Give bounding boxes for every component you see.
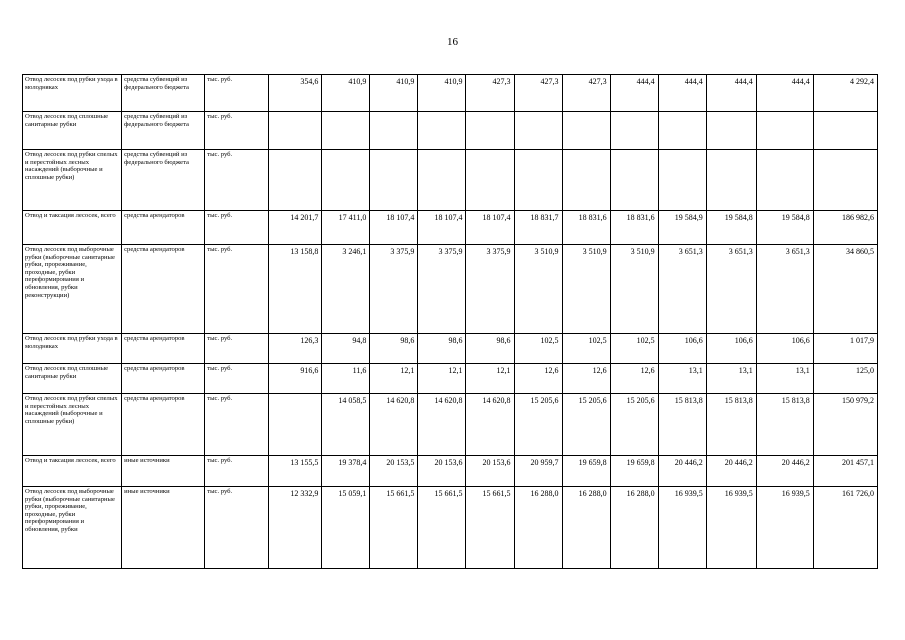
unit-cell: тыс. руб.: [205, 334, 269, 364]
value-cell: 20 446,2: [706, 456, 756, 487]
value-cell: 126,3: [269, 334, 322, 364]
value-cell: [514, 150, 562, 211]
value-cell: 444,4: [756, 75, 813, 112]
table-row: [23, 364, 878, 394]
table-row: [23, 75, 878, 112]
row-name-cell: Отвод лесосек под выборочные рубки (выборочные санитарные рубки, прореживание, проходные, рубки переформирования и обновления, рубки: [23, 487, 122, 569]
unit-cell: тыс. руб.: [205, 150, 269, 211]
value-cell: [322, 150, 370, 211]
row-name-cell: Отвод и таксация лесосек, всего: [23, 211, 122, 245]
value-cell: [813, 150, 877, 211]
value-cell: 19 584,9: [658, 211, 706, 245]
value-cell: 15 059,1: [322, 487, 370, 569]
value-cell: 18 107,4: [466, 211, 514, 245]
table-row: [23, 245, 878, 334]
value-cell: 3 375,9: [418, 245, 466, 334]
funding-source-cell: средства субвенций из федерального бюджета: [122, 150, 205, 211]
value-cell: 15 205,6: [610, 394, 658, 456]
value-cell: 98,6: [418, 334, 466, 364]
value-cell: 15 661,5: [370, 487, 418, 569]
value-cell: [706, 150, 756, 211]
value-cell: 1 017,9: [813, 334, 877, 364]
value-cell: [269, 150, 322, 211]
value-cell: 444,4: [658, 75, 706, 112]
value-cell: 20 153,6: [418, 456, 466, 487]
value-cell: 19 659,8: [562, 456, 610, 487]
value-cell: 410,9: [370, 75, 418, 112]
row-name-cell: Отвод лесосек под рубки ухода в молодняках: [23, 334, 122, 364]
value-cell: 94,8: [322, 334, 370, 364]
value-cell: 18 831,7: [514, 211, 562, 245]
value-cell: 16 939,5: [658, 487, 706, 569]
value-cell: [813, 112, 877, 150]
value-cell: 18 831,6: [610, 211, 658, 245]
value-cell: 16 288,0: [514, 487, 562, 569]
value-cell: 20 446,2: [756, 456, 813, 487]
value-cell: 16 939,5: [756, 487, 813, 569]
funding-source-cell: средства субвенций из федерального бюджета: [122, 112, 205, 150]
value-cell: 106,6: [756, 334, 813, 364]
budget-table: [22, 74, 878, 569]
value-cell: 427,3: [466, 75, 514, 112]
value-cell: 18 831,6: [562, 211, 610, 245]
unit-cell: тыс. руб.: [205, 245, 269, 334]
value-cell: 12,6: [610, 364, 658, 394]
value-cell: 20 446,2: [658, 456, 706, 487]
value-cell: [514, 112, 562, 150]
value-cell: 15 813,8: [706, 394, 756, 456]
value-cell: 13,1: [658, 364, 706, 394]
value-cell: 19 584,8: [706, 211, 756, 245]
value-cell: [418, 150, 466, 211]
unit-cell: тыс. руб.: [205, 456, 269, 487]
value-cell: 16 288,0: [562, 487, 610, 569]
value-cell: 3 375,9: [466, 245, 514, 334]
value-cell: 102,5: [610, 334, 658, 364]
value-cell: 14 201,7: [269, 211, 322, 245]
value-cell: 354,6: [269, 75, 322, 112]
value-cell: [370, 112, 418, 150]
table-row: [23, 456, 878, 487]
funding-source-cell: средства арендаторов: [122, 364, 205, 394]
funding-source-cell: иные источники: [122, 487, 205, 569]
value-cell: 20 153,6: [466, 456, 514, 487]
value-cell: 444,4: [610, 75, 658, 112]
value-cell: 12 332,9: [269, 487, 322, 569]
value-cell: 98,6: [370, 334, 418, 364]
value-cell: 16 288,0: [610, 487, 658, 569]
value-cell: 106,6: [706, 334, 756, 364]
value-cell: [269, 112, 322, 150]
value-cell: 3 651,3: [706, 245, 756, 334]
value-cell: 19 584,8: [756, 211, 813, 245]
value-cell: 13 155,5: [269, 456, 322, 487]
value-cell: 14 620,8: [418, 394, 466, 456]
value-cell: 410,9: [418, 75, 466, 112]
value-cell: 444,4: [706, 75, 756, 112]
value-cell: 15 813,8: [756, 394, 813, 456]
value-cell: 3 510,9: [514, 245, 562, 334]
value-cell: 427,3: [562, 75, 610, 112]
unit-cell: тыс. руб.: [205, 112, 269, 150]
value-cell: 12,1: [418, 364, 466, 394]
funding-source-cell: средства арендаторов: [122, 211, 205, 245]
value-cell: 13 158,8: [269, 245, 322, 334]
value-cell: [269, 394, 322, 456]
table-row: [23, 112, 878, 150]
value-cell: 34 860,5: [813, 245, 877, 334]
funding-source-cell: иные источники: [122, 456, 205, 487]
value-cell: 14 620,8: [466, 394, 514, 456]
value-cell: 18 107,4: [418, 211, 466, 245]
value-cell: 410,9: [322, 75, 370, 112]
value-cell: [418, 112, 466, 150]
funding-source-cell: средства субвенций из федерального бюджета: [122, 75, 205, 112]
value-cell: [756, 112, 813, 150]
row-name-cell: Отвод лесосек под рубки спелых и перестойных лесных насаждений (выборочные и сплошные рубки): [23, 150, 122, 211]
value-cell: 15 813,8: [658, 394, 706, 456]
unit-cell: тыс. руб.: [205, 75, 269, 112]
value-cell: 12,1: [370, 364, 418, 394]
value-cell: 17 411,0: [322, 211, 370, 245]
value-cell: [466, 112, 514, 150]
unit-cell: тыс. руб.: [205, 487, 269, 569]
value-cell: 11,6: [322, 364, 370, 394]
value-cell: 18 107,4: [370, 211, 418, 245]
row-name-cell: Отвод лесосек под выборочные рубки (выборочные санитарные рубки, прореживание, проходные, рубки переформирования и обновления, рубки реконструкции): [23, 245, 122, 334]
value-cell: 19 659,8: [610, 456, 658, 487]
value-cell: 16 939,5: [706, 487, 756, 569]
value-cell: 3 651,3: [658, 245, 706, 334]
value-cell: 12,6: [562, 364, 610, 394]
value-cell: 15 205,6: [562, 394, 610, 456]
unit-cell: тыс. руб.: [205, 394, 269, 456]
value-cell: 102,5: [562, 334, 610, 364]
table-row: [23, 150, 878, 211]
row-name-cell: Отвод и таксация лесосек, всего: [23, 456, 122, 487]
value-cell: 161 726,0: [813, 487, 877, 569]
row-name-cell: Отвод лесосек под сплошные санитарные рубки: [23, 364, 122, 394]
value-cell: [756, 150, 813, 211]
table-row: [23, 394, 878, 456]
value-cell: [658, 150, 706, 211]
table-row: [23, 334, 878, 364]
value-cell: 98,6: [466, 334, 514, 364]
funding-source-cell: средства арендаторов: [122, 245, 205, 334]
value-cell: 14 058,5: [322, 394, 370, 456]
value-cell: [610, 112, 658, 150]
value-cell: 12,6: [514, 364, 562, 394]
row-name-cell: Отвод лесосек под рубки ухода в молодняках: [23, 75, 122, 112]
value-cell: [322, 112, 370, 150]
value-cell: [610, 150, 658, 211]
value-cell: 427,3: [514, 75, 562, 112]
value-cell: 3 246,1: [322, 245, 370, 334]
value-cell: 20 153,5: [370, 456, 418, 487]
value-cell: 3 510,9: [610, 245, 658, 334]
row-name-cell: Отвод лесосек под сплошные санитарные рубки: [23, 112, 122, 150]
funding-source-cell: средства арендаторов: [122, 334, 205, 364]
value-cell: 3 510,9: [562, 245, 610, 334]
value-cell: 19 378,4: [322, 456, 370, 487]
value-cell: 125,0: [813, 364, 877, 394]
value-cell: [466, 150, 514, 211]
unit-cell: тыс. руб.: [205, 211, 269, 245]
page-number: 16: [447, 36, 458, 48]
value-cell: 15 661,5: [466, 487, 514, 569]
value-cell: 3 375,9: [370, 245, 418, 334]
table-row: [23, 211, 878, 245]
value-cell: 13,1: [706, 364, 756, 394]
value-cell: 12,1: [466, 364, 514, 394]
value-cell: 201 457,1: [813, 456, 877, 487]
value-cell: 14 620,8: [370, 394, 418, 456]
unit-cell: тыс. руб.: [205, 364, 269, 394]
value-cell: 15 205,6: [514, 394, 562, 456]
value-cell: 3 651,3: [756, 245, 813, 334]
table-body: [23, 75, 878, 569]
value-cell: 102,5: [514, 334, 562, 364]
table-row: [23, 487, 878, 569]
value-cell: 13,1: [756, 364, 813, 394]
value-cell: 186 982,6: [813, 211, 877, 245]
value-cell: [706, 112, 756, 150]
value-cell: 150 979,2: [813, 394, 877, 456]
value-cell: 4 292,4: [813, 75, 877, 112]
value-cell: [562, 112, 610, 150]
funding-source-cell: средства арендаторов: [122, 394, 205, 456]
value-cell: [658, 112, 706, 150]
value-cell: 20 959,7: [514, 456, 562, 487]
value-cell: [562, 150, 610, 211]
value-cell: 916,6: [269, 364, 322, 394]
row-name-cell: Отвод лесосек под рубки спелых и перестойных лесных насаждений (выборочные и сплошные рубки): [23, 394, 122, 456]
value-cell: 106,6: [658, 334, 706, 364]
value-cell: [370, 150, 418, 211]
value-cell: 15 661,5: [418, 487, 466, 569]
